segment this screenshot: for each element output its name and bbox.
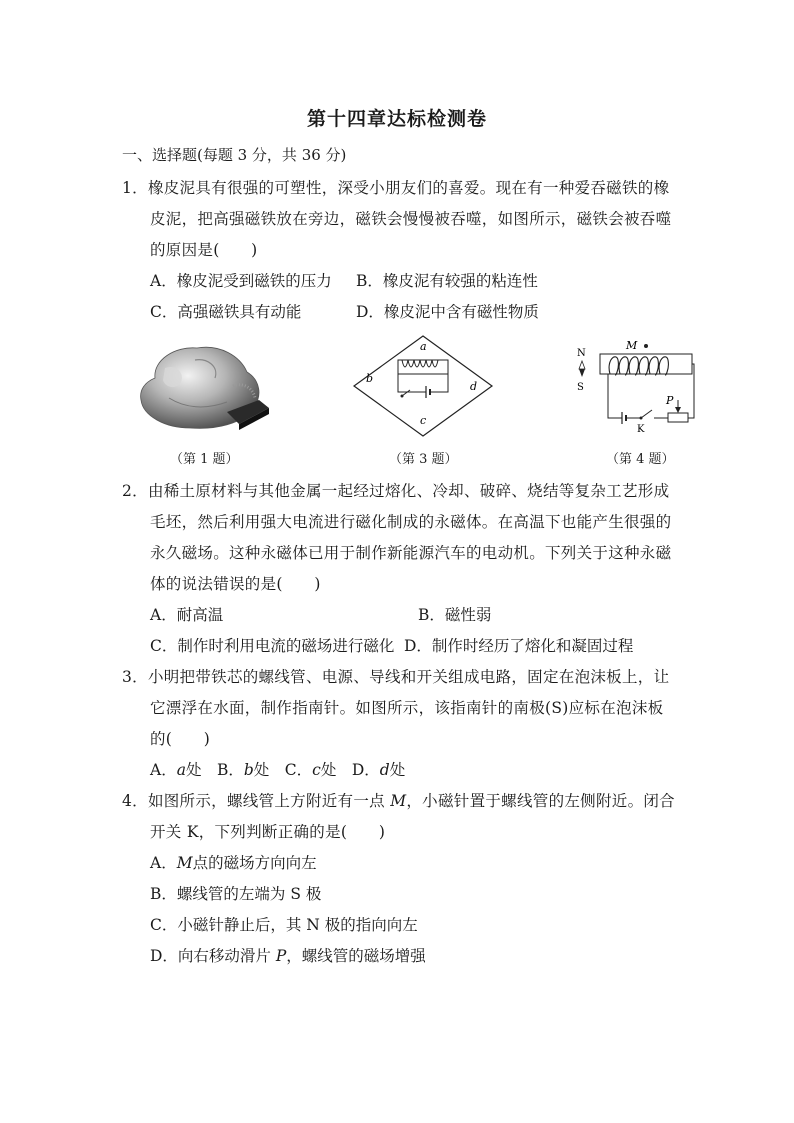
q3-opt-c-prefix: 处 C． bbox=[253, 761, 313, 779]
q2-line-4: 体的说法错误的是( ) bbox=[150, 575, 321, 593]
q4-line-1-part-b: ，小磁针置于螺线管的左侧附近。闭合 bbox=[406, 792, 675, 810]
q2-line-1: 2．由稀土原材料与其他金属一起经过熔化、冷却、破碎、烧结等复杂工艺形成 bbox=[122, 482, 670, 500]
fig3-label-d: d bbox=[470, 380, 478, 393]
q1-line-3: 的原因是( ) bbox=[150, 241, 258, 259]
q2-option-d: D．制作时经历了熔化和凝固过程 bbox=[404, 637, 634, 655]
q1-line-2: 皮泥，把高强磁铁放在旁边，磁铁会慢慢被吞噬，如图所示，磁铁会被吞噬 bbox=[150, 210, 672, 228]
fig4-label-m: M bbox=[626, 339, 638, 352]
q4-option-b: B．螺线管的左端为 S 极 bbox=[150, 885, 322, 903]
figure-3-compass-diagram bbox=[350, 332, 496, 440]
q2-line-3: 永久磁场。这种永磁体已用于制作新能源汽车的电动机。下列关于这种永磁 bbox=[150, 544, 672, 562]
q1-option-a: A．橡皮泥受到磁铁的压力 bbox=[150, 272, 332, 290]
fig4-label-s: S bbox=[577, 382, 584, 393]
fig3-label-c: c bbox=[420, 414, 427, 427]
fig4-label-p: P bbox=[666, 394, 674, 407]
q1-line-1: 1．橡皮泥具有很强的可塑性，深受小朋友们的喜爱。现在有一种爱吞磁铁的橡 bbox=[122, 179, 670, 197]
q3-opt-a-var: a bbox=[176, 761, 186, 779]
fig3-label-a: a bbox=[420, 340, 427, 353]
q4-line-2: 开关 K，下列判断正确的是( ) bbox=[150, 823, 386, 841]
section-heading: 一、选择题(每题 3 分，共 36 分) bbox=[122, 146, 347, 164]
figure-4-caption: （第 4 题） bbox=[606, 452, 675, 467]
q4-option-d bbox=[150, 944, 426, 966]
q2-line-2: 毛坯，然后利用强大电流进行磁化制成的永磁体。在高温下也能产生很强的 bbox=[150, 513, 672, 531]
fig4-label-n: N bbox=[577, 348, 586, 359]
fig4-label-k: K bbox=[637, 424, 645, 435]
q4-opt-d-var: P bbox=[275, 947, 287, 965]
figure-1-caption: （第 1 题） bbox=[170, 452, 239, 467]
fig3-label-b: b bbox=[366, 372, 374, 385]
q4-opt-a-text: 点的磁场方向向左 bbox=[192, 854, 317, 872]
q4-line-1-var-m: M bbox=[390, 792, 407, 810]
q3-opt-b-prefix: 处 B． bbox=[185, 761, 244, 779]
page-title: 第十四章达标检测卷 bbox=[306, 108, 487, 130]
q3-options bbox=[150, 758, 405, 780]
q4-opt-d-text: ，螺线管的磁场增强 bbox=[286, 947, 426, 965]
q3-opt-d-prefix: 处 D． bbox=[320, 761, 380, 779]
figure-3-caption: （第 3 题） bbox=[389, 452, 458, 467]
q2-option-b: B．磁性弱 bbox=[418, 606, 492, 624]
q1-option-d: D．橡皮泥中含有磁性物质 bbox=[356, 303, 539, 321]
q1-option-c: C．高强磁铁具有动能 bbox=[150, 303, 302, 321]
q3-opt-a-prefix: A． bbox=[150, 761, 177, 779]
q4-opt-a-var: M bbox=[176, 854, 193, 872]
q3-opt-b-var: b bbox=[243, 761, 254, 779]
q3-opt-d-suffix: 处 bbox=[389, 761, 406, 779]
q3-opt-c-var: c bbox=[312, 761, 321, 779]
q4-opt-d-prefix: D．向右移动滑片 bbox=[150, 947, 276, 965]
figure-4-solenoid-diagram bbox=[570, 336, 700, 438]
q3-line-3: 的( ) bbox=[150, 730, 211, 748]
q2-option-a: A．耐高温 bbox=[150, 606, 224, 624]
q1-option-b: B．橡皮泥有较强的粘连性 bbox=[356, 272, 538, 290]
q3-opt-d-var: d bbox=[379, 761, 390, 779]
q4-line-1-part-a: 4．如图所示，螺线管上方附近有一点 bbox=[122, 792, 391, 810]
q4-opt-a-prefix: A． bbox=[150, 854, 177, 872]
q2-option-c: C．制作时利用电流的磁场进行磁化 bbox=[150, 637, 395, 655]
q4-option-a bbox=[150, 851, 317, 873]
q4-option-c: C．小磁针静止后，其 N 极的指向向左 bbox=[150, 916, 418, 934]
q3-line-2: 它漂浮在水面，制作指南针。如图所示，该指南针的南极(S)应标在泡沫板 bbox=[150, 699, 664, 717]
q4-line-1 bbox=[122, 789, 675, 811]
q3-line-1: 3．小明把带铁芯的螺线管、电源、导线和开关组成电路，固定在泡沫板上，让 bbox=[122, 668, 670, 686]
figure-1-putty-image bbox=[135, 338, 275, 438]
